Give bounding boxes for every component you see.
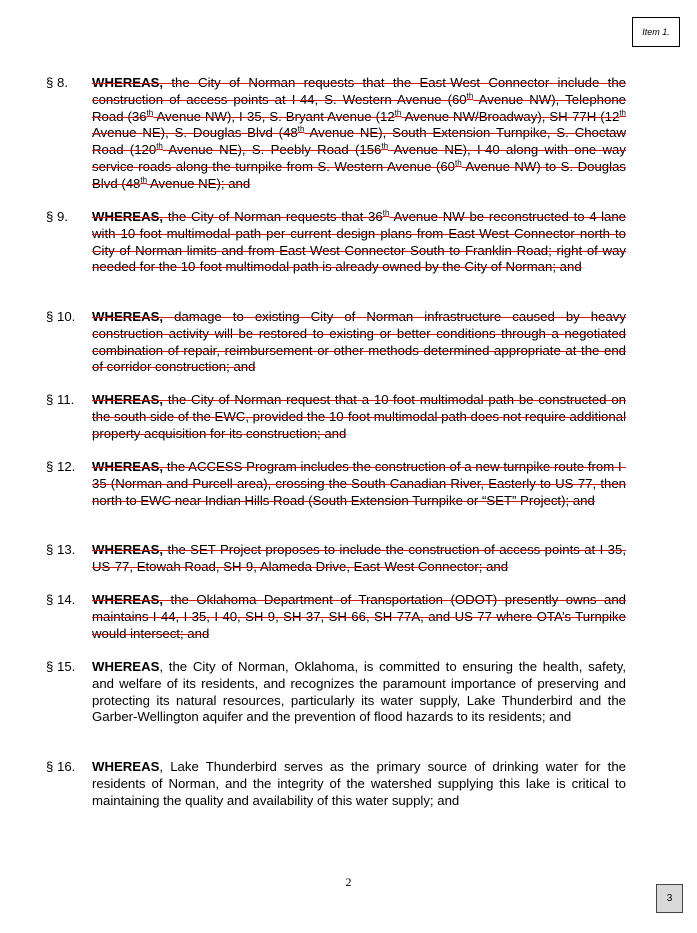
whereas-lead: WHEREAS, bbox=[92, 592, 164, 607]
struck-paragraph-text bbox=[92, 75, 626, 193]
ordinal-suffix: th bbox=[382, 208, 390, 218]
whereas-paragraph bbox=[46, 759, 626, 809]
text-run: the City of Norman requests that 36 bbox=[163, 209, 383, 224]
paragraph-text bbox=[92, 759, 626, 809]
whereas-lead: WHEREAS, bbox=[92, 392, 164, 407]
section-number: § 11. bbox=[46, 392, 75, 407]
text-run: Avenue NE); and bbox=[147, 175, 251, 191]
text-run: the ACCESS Program includes the construction of a new turnpike route from I-35 (Norman and Purcell area), crossing the South Canadian River, Easterly to US-77, then north to EWC near Indian Hills Road (South Extension Turnpike or “SET” Project); and bbox=[92, 459, 626, 508]
text-run: Avenue NE), I-40 along with one way service roads along the turnpike from S. Western Avenue (60 bbox=[92, 142, 626, 174]
text-run: Avenue NE), S. Douglas Blvd (48 bbox=[92, 125, 298, 141]
text-run: Avenue NW), Telephone Road (36 bbox=[92, 91, 626, 124]
text-run: the City of Norman requests that the East-West Connector include the construction of access points at I-44, S. Western Avenue (60 bbox=[92, 75, 626, 107]
text-run: Avenue NW) to S. Douglas Blvd (48 bbox=[92, 158, 626, 191]
item-label: Item 1. bbox=[642, 27, 670, 37]
page-box bbox=[656, 884, 683, 913]
whereas-paragraph bbox=[46, 659, 626, 726]
whereas-paragraph bbox=[46, 392, 626, 442]
ordinal-suffix: th bbox=[619, 108, 626, 118]
whereas-paragraph bbox=[46, 592, 626, 642]
text-run: , the City of Norman, Oklahoma, is committed to ensuring the health, safety, and welfare of its residents, and recognizes the paramount importance of preserving and protecting its natural resources, particularly its water supply, Lake Thunderbird and the Garber-Wellington aquifer and the prevention of flood hazards to its residents; and bbox=[92, 659, 626, 725]
page-number: 2 bbox=[345, 875, 352, 889]
whereas-paragraph bbox=[46, 459, 626, 509]
section-number: § 16. bbox=[46, 759, 76, 774]
text-run: the SET Project proposes to include the construction of access points at I-35, US-77, Etowah Road, SH-9, Alameda Drive, East-West Connector; and bbox=[92, 542, 626, 574]
ordinal-suffix: th bbox=[455, 158, 462, 168]
ordinal-suffix: th bbox=[156, 141, 163, 151]
text-run: Avenue NW/Broadway), SH-77H (12 bbox=[401, 108, 620, 124]
page-box-label: 3 bbox=[666, 893, 673, 904]
section-number: § 12. bbox=[46, 459, 76, 474]
whereas-lead: WHEREAS, bbox=[92, 75, 164, 90]
text-run: damage to existing City of Norman infrastructure caused by heavy construction activity will be restored to existing or better conditions through a negotiated combination of repair, reimbursement or other methods determined appropriate at the end of corridor construction; and bbox=[92, 309, 626, 375]
section-number: § 9. bbox=[46, 209, 68, 224]
whereas-lead: WHEREAS bbox=[92, 759, 160, 774]
whereas-paragraph bbox=[46, 75, 626, 193]
text-run: Avenue NW), I-35, S. Bryant Avenue (12 bbox=[153, 108, 395, 124]
whereas-lead: WHEREAS bbox=[92, 659, 160, 674]
text-run: the Oklahoma Department of Transportation (ODOT) presently owns and maintains I-44, I-35, I-40, SH-9, SH-37, SH-66, SH-77A, and US-77 where OTA’s Turnpike would intersect; and bbox=[92, 592, 626, 641]
struck-paragraph-text bbox=[92, 392, 626, 442]
item-label-box bbox=[632, 17, 680, 47]
struck-paragraph-text bbox=[92, 542, 626, 576]
text-run: Avenue NW be reconstructed to 4-lane with 10-foot multimodal path per current design plans from East-West Connector north to City of Norman limits and from East-West Connector South to Franklin Road; right of way needed for the 10-foot multimodal path is already owned by the City of Norman; and bbox=[92, 209, 627, 275]
ordinal-suffix: th bbox=[146, 108, 154, 118]
whereas-paragraph bbox=[46, 309, 626, 376]
text-run: , Lake Thunderbird serves as the primary source of drinking water for the residents of Norman, and the integrity of the watershed supplying this lake is critical to maintaining the quality and availability of this water supply; and bbox=[92, 759, 626, 808]
whereas-lead: WHEREAS, bbox=[92, 209, 164, 224]
ordinal-suffix: th bbox=[394, 108, 402, 118]
struck-paragraph-text bbox=[92, 459, 626, 509]
text-run: Avenue NE), S. Peebly Road (156 bbox=[162, 142, 382, 158]
text-run: Avenue NE), South Extension Turnpike, S. Choctaw Road (120 bbox=[92, 125, 626, 158]
whereas-lead: WHEREAS, bbox=[92, 542, 164, 557]
section-number: § 14. bbox=[46, 592, 76, 607]
section-number: § 10. bbox=[46, 309, 76, 324]
paragraph-text bbox=[92, 659, 626, 726]
struck-paragraph-text bbox=[92, 209, 626, 276]
struck-paragraph-text bbox=[92, 592, 626, 642]
ordinal-suffix: th bbox=[466, 91, 474, 101]
section-number: § 8. bbox=[46, 75, 68, 90]
ordinal-suffix: th bbox=[381, 141, 389, 151]
whereas-paragraph bbox=[46, 542, 626, 576]
whereas-paragraph bbox=[46, 209, 626, 276]
ordinal-suffix: th bbox=[140, 175, 148, 185]
text-run: the City of Norman request that a 10-foot multimodal path be constructed on the south side of the EWC, provided the 10-foot multimodal path does not require additional property acquisition for its construction; and bbox=[92, 392, 626, 441]
whereas-lead: WHEREAS, bbox=[92, 309, 164, 324]
whereas-lead: WHEREAS, bbox=[92, 459, 164, 474]
section-number: § 13. bbox=[46, 542, 76, 557]
section-number: § 15. bbox=[46, 659, 76, 674]
ordinal-suffix: th bbox=[297, 125, 305, 134]
struck-paragraph-text bbox=[92, 309, 626, 376]
